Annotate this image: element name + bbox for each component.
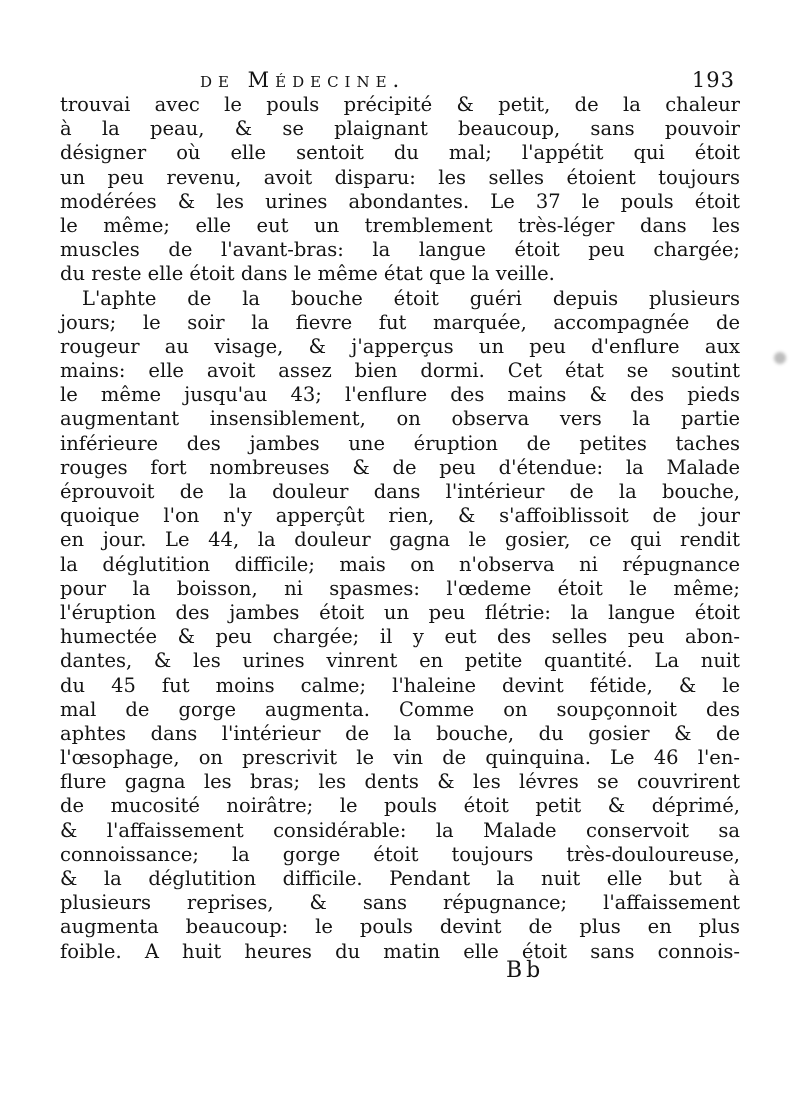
signature-mark: Bb [506, 958, 545, 983]
text-line: muscles de l'avant-bras: la langue étoit peu chargée; [60, 238, 740, 262]
page-number: 193 [691, 68, 735, 92]
text-line: mal de gorge augmenta. Comme on soupçonnoit des [60, 697, 740, 721]
text-line: la déglutition difficile; mais on n'observa ni répugnance [60, 552, 740, 576]
text-line: connoissance; la gorge étoit toujours très-douloureuse, [60, 842, 740, 866]
text-line: modérées & les urines abondantes. Le 37 le pouls étoit [60, 189, 740, 213]
text-line: mains: elle avoit assez bien dormi. Cet état se soutint [60, 359, 740, 383]
paper-speck [774, 352, 786, 364]
text-line: l'œsophage, on prescrivit le vin de quinquina. Le 46 l'en- [60, 746, 740, 770]
text-line: inférieure des jambes une éruption de petites taches [60, 431, 740, 455]
text-line: rouges fort nombreuses & de peu d'étendue: la Malade [60, 455, 740, 479]
text-line: & la déglutition difficile. Pendant la nuit elle but à [60, 867, 740, 890]
text-line: plusieurs reprises, & sans répugnance; l'affaissement [60, 891, 740, 915]
text-line: le même jusqu'au 43; l'enflure des mains & des pieds [60, 383, 740, 407]
text-line: l'éruption des jambes étoit un peu flétrie: la langue étoit [60, 600, 740, 624]
text-line: aphtes dans l'intérieur de la bouche, du gosier & de [60, 721, 740, 745]
text-line: désigner où elle sentoit du mal; l'appétit qui étoit [60, 141, 740, 165]
text-line: de mucosité noirâtre; le pouls étoit petit & déprimé, [60, 794, 740, 818]
text-line: dantes, & les urines vinrent en petite quantité. La nuit [60, 649, 740, 673]
text-line: augmenta beaucoup: le pouls devint de plus en plus [60, 915, 740, 939]
text-line: éprouvoit de la douleur dans l'intérieur de la bouche, [60, 480, 740, 503]
text-line: pour la boisson, ni spasmes: l'œdeme étoit le même; [60, 576, 740, 600]
text-line: le même; elle eut un tremblement très-léger dans les [60, 213, 740, 237]
text-line: trouvai avec le pouls précipité & petit, de la chaleur [60, 93, 740, 116]
running-title: de Médecine. [200, 68, 406, 92]
text-line: du 45 fut moins calme; l'haleine devint fétide, & le [60, 673, 740, 697]
text-line: foible. A huit heures du matin elle étoit sans connois- [60, 939, 740, 963]
text-line: humectée & peu chargée; il y eut des selles peu abon- [60, 625, 740, 649]
text-line: à la peau, & se plaignant beaucoup, sans pouvoir [60, 117, 740, 141]
text-line: & l'affaissement considérable: la Malade conservoit sa [60, 818, 740, 842]
body-text [60, 93, 740, 964]
paragraph-start-line: L'aphte de la bouche étoit guéri depuis plusieurs [82, 286, 740, 310]
text-line: rougeur au visage, & j'apperçus un peu d'enflure aux [60, 334, 740, 358]
text-line: flure gagna les bras; les dents & les lévres se couvrirent [60, 770, 740, 794]
text-line: un peu revenu, avoit disparu: les selles étoient toujours [60, 165, 740, 189]
text-line: quoique l'on n'y apperçût rien, & s'affoiblissoit de jour [60, 504, 740, 528]
text-line: augmentant insensiblement, on observa vers la partie [60, 407, 740, 431]
text-line: jours; le soir la fievre fut marquée, accompagnée de [60, 310, 740, 334]
text-line: du reste elle étoit dans le même état que la veille. [60, 262, 555, 286]
text-line: en jour. Le 44, la douleur gagna le gosier, ce qui rendit [60, 528, 740, 552]
